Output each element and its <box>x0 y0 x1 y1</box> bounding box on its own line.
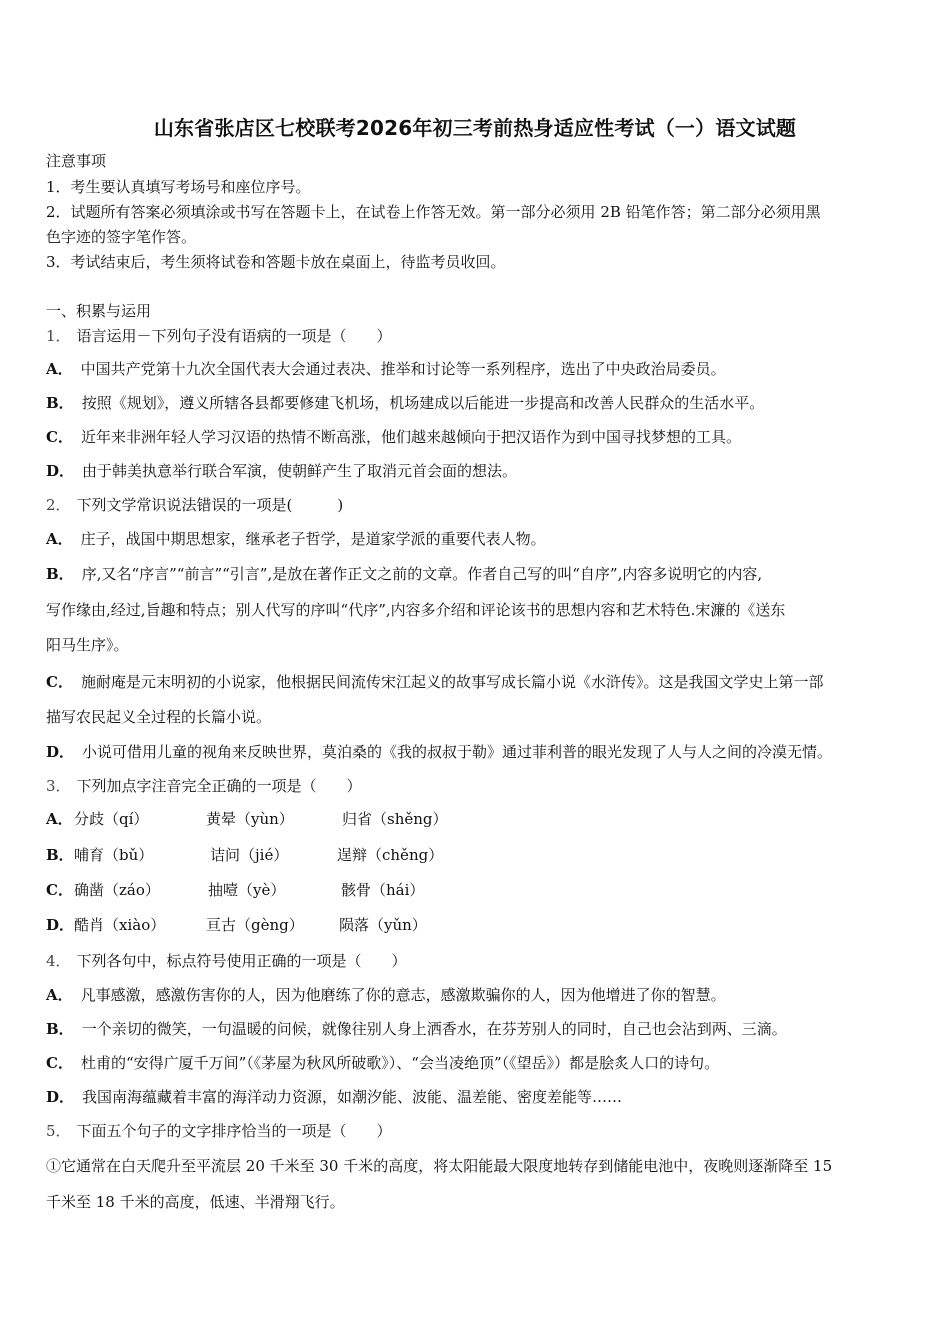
option-label: A． <box>46 530 73 548</box>
question-2 <box>46 495 343 515</box>
option-label: D． <box>46 916 75 934</box>
option-label: B． <box>46 394 74 412</box>
q3-d-word-1: 酷肖（xiào） <box>74 916 166 934</box>
q3-a-word-1: 分歧（qí） <box>74 810 149 828</box>
q4-option-a <box>46 985 726 1005</box>
section-heading: 一、积累与运用 <box>46 302 152 320</box>
option-text: 中国共产党第十九次全国代表大会通过表决、推举和讨论等一系列程序，选出了中央政治局委员。 <box>80 360 726 378</box>
question-1 <box>46 326 392 346</box>
question-number: 1． <box>46 327 71 345</box>
option-label: A． <box>46 810 73 828</box>
option-text: 庄子，战国中期思想家，继承老子哲学，是道家学派的重要代表人物。 <box>80 530 546 548</box>
q2-option-c <box>46 672 823 692</box>
q1-option-c <box>46 427 741 447</box>
question-number: 3． <box>46 777 71 795</box>
option-text: 杜甫的“安得广厦千万间”（《茅屋为秋风所破歌》）、“会当凌绝顶”（《望岳》）都是脍炙人口的诗句。 <box>80 1054 720 1072</box>
q3-b-word-2: 诘问（jié） <box>210 846 289 864</box>
q4-option-c <box>46 1053 719 1073</box>
option-label: B． <box>46 565 74 583</box>
option-text: 按照《规划》，遵义所辖各县都要修建飞机场，机场建成以后能进一步提高和改善人民群众的生活水平。 <box>81 394 765 412</box>
q5-sentence-1-cont: 千米至 18 千米的高度，低速、半滑翔飞行。 <box>46 1193 345 1211</box>
option-label: B． <box>46 1020 74 1038</box>
q2-option-b <box>46 564 762 584</box>
question-stem: 下面五个句子的文字排序恰当的一项是（ ） <box>76 1122 392 1140</box>
question-stem: 下列加点字注音完全正确的一项是（ ） <box>76 777 362 795</box>
option-label: C． <box>46 881 73 899</box>
q3-c-word-2: 抽噎（yè） <box>208 881 286 899</box>
option-text: 小说可借用儿童的视角来反映世界，莫泊桑的《我的叔叔于勒》通过菲利普的眼光发现了人与人之间的冷漠无情。 <box>82 743 833 761</box>
question-number: 4． <box>46 952 71 970</box>
q4-option-b <box>46 1019 787 1039</box>
option-label: D． <box>46 1088 75 1106</box>
option-text: 施耐庵是元末明初的小说家，他根据民间流传宋江起义的故事写成长篇小说《水浒传》。这是我国文学史上第一部 <box>80 673 824 691</box>
q3-a-word-2: 黄晕（yùn） <box>206 810 294 828</box>
q2-option-d <box>46 742 832 762</box>
notice-item-2: 2．试题所有答案必须填涂或书写在答题卡上，在试卷上作答无效。第一部分必须用 2B 铅笔作答；第二部分必须用黑 <box>46 203 821 221</box>
q2-option-b-line3: 阳马生序》。 <box>46 636 129 654</box>
q5-sentence-1: ①它通常在白天爬升至平流层 20 千米至 30 千米的高度，将太阳能最大限度地转存到储能电池中，夜晚则逐渐降至 15 <box>46 1157 833 1175</box>
option-label: D． <box>46 743 75 761</box>
question-3 <box>46 776 362 796</box>
option-label: A． <box>46 986 73 1004</box>
option-text: 近年来非洲年轻人学习汉语的热情不断高涨，他们越来越倾向于把汉语作为到中国寻找梦想的工具。 <box>80 428 741 446</box>
q2-option-c-line2: 描写农民起义全过程的长篇小说。 <box>46 708 272 726</box>
q3-b-word-1: 哺育（bǔ） <box>74 846 154 864</box>
option-text: 一个亲切的微笑，一句温暖的问候，就像往别人身上洒香水，在芬芳别人的同时，自己也会沾到两、三滴。 <box>81 1020 787 1038</box>
question-5 <box>46 1121 392 1141</box>
notice-item-1: 1．考生要认真填写考场号和座位序号。 <box>46 178 311 196</box>
q1-option-b <box>46 393 764 413</box>
notice-heading: 注意事项 <box>46 152 107 170</box>
page-title: 山东省张店区七校联考2026年初三考前热身适应性考试（一）语文试题 <box>153 116 797 140</box>
q1-option-d <box>46 461 517 481</box>
q3-a-word-3: 归省（shěng） <box>342 810 448 828</box>
question-stem: 下列各句中，标点符号使用正确的一项是（ ） <box>76 952 407 970</box>
q1-option-a <box>46 359 726 379</box>
question-number: 5． <box>46 1122 71 1140</box>
q3-d-word-2: 亘古（gèng） <box>206 916 304 934</box>
option-label: D． <box>46 462 75 480</box>
q3-b-word-3: 逞辩（chěng） <box>337 846 444 864</box>
q4-option-d <box>46 1087 622 1107</box>
question-stem: 下列文学常识说法错误的一项是( ) <box>76 496 344 514</box>
option-text: 凡事感激，感激伤害你的人，因为他磨练了你的意志，感激欺骗你的人，因为他增进了你的智慧。 <box>80 986 726 1004</box>
question-4 <box>46 951 407 971</box>
q2-option-a <box>46 529 546 549</box>
option-label: C． <box>46 1054 73 1072</box>
option-text: 序,又名“序言”“前言”“引言”,是放在著作正文之前的文章。作者自己写的叫“自序”,内容多说明它的内容, <box>81 565 763 583</box>
question-stem: 语言运用－下列句子没有语病的一项是（ ） <box>76 327 392 345</box>
q3-c-word-3: 骸骨（hái） <box>341 881 425 899</box>
option-text: 我国南海蕴藏着丰富的海洋动力资源，如潮汐能、波能、温差能、密度差能等…… <box>82 1088 623 1106</box>
option-text: 由于韩美执意举行联合军演，使朝鲜产生了取消元首会面的想法。 <box>82 462 518 480</box>
q3-d-word-3: 陨落（yǔn） <box>339 916 427 934</box>
notice-item-2-cont: 色字迹的签字笔作答。 <box>46 228 197 246</box>
option-label: C． <box>46 673 73 691</box>
option-label: A． <box>46 360 73 378</box>
notice-item-3: 3．考试结束后，考生须将试卷和答题卡放在桌面上，待监考员收回。 <box>46 253 506 271</box>
option-label: B． <box>46 846 74 864</box>
option-label: C． <box>46 428 73 446</box>
q2-option-b-line2: 写作缘由,经过,旨趣和特点；别人代写的序叫“代序”,内容多介绍和评论该书的思想内容和艺术特色.宋濂的《送东 <box>46 601 786 619</box>
question-number: 2． <box>46 496 71 514</box>
q3-c-word-1: 确凿（záo） <box>74 881 160 899</box>
